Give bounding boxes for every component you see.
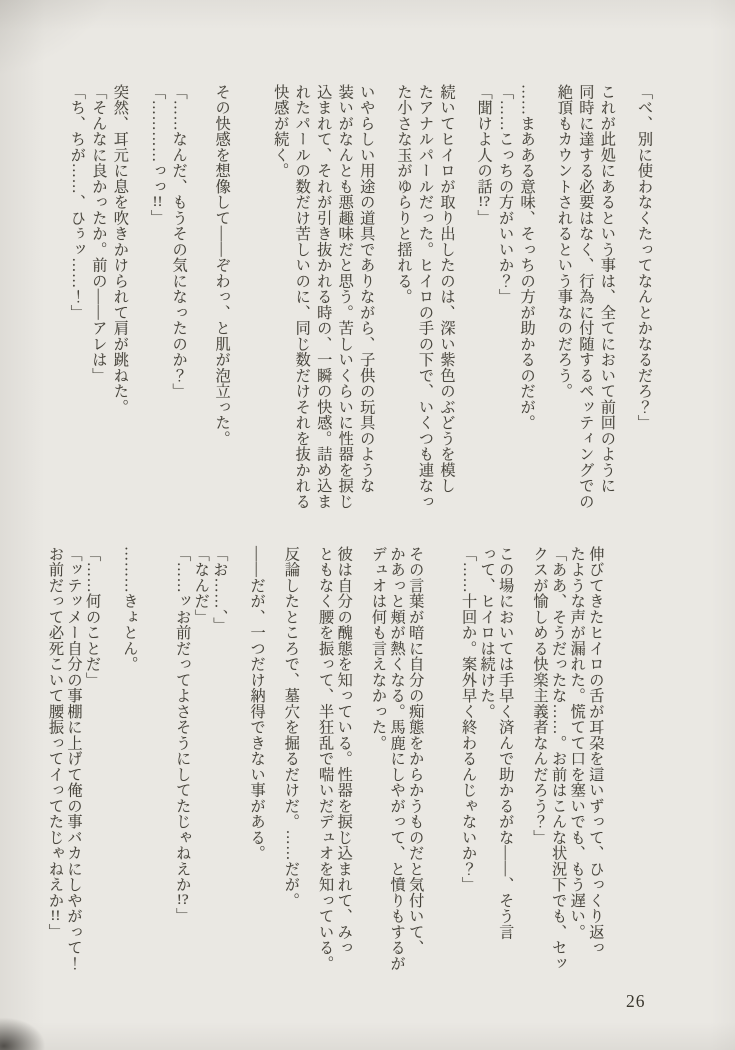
blank-line	[440, 546, 459, 994]
text-line: 反論したところで、墓穴を掘るだけだ。……だが。	[282, 546, 300, 909]
text-line: お前だって必死こいて腰振ってイってたじゃねえか!!」	[46, 546, 64, 940]
text-line: た小さな玉がゆらりと揺れる。	[395, 84, 413, 305]
text-block-top	[66, 84, 655, 516]
text-line: 「…………っっ!!」	[149, 84, 167, 226]
text-line: 続いてヒイロが取り出したのは、深い紫色のぶどうを模し	[438, 84, 456, 494]
blank-line	[228, 546, 247, 994]
text-line: れたパールの数だけ苦しいのに、同じ数だけそれを抜かれる	[293, 84, 311, 510]
text-line: クスが愉しめる快楽主義者なんだろう？」	[531, 546, 549, 846]
text-line: 「ッテッメー自分の事棚に上げて俺の事バカにしやがって！	[65, 546, 83, 972]
text-line: 絶頂もカウントされるという事なのだろう。	[555, 84, 573, 399]
text-line: いやらしい用途の道具でありながら、子供の玩具のような	[358, 84, 376, 494]
text-line: 「……こっちの方がいいか？」	[497, 84, 515, 305]
text-line: これが此処にあるという事は、全てにおいて前回のように	[598, 84, 616, 494]
text-line: たような声が漏れた。慌てて口を塞いでも、もう遅い。	[568, 546, 586, 940]
text-line: 「なんだ」	[192, 546, 210, 625]
text-line: 「……ッお前だってよさそうにしてたじゃねえか!?」	[174, 546, 192, 924]
text-line: その言葉が暗に自分の痴態をからかうものだと気付いて、	[407, 546, 425, 956]
text-line: その快感を想像して――ぞわっ、と肌が泡立った。	[213, 84, 231, 447]
text-line: って、ヒイロは続けた。	[478, 546, 496, 720]
text-line: ………きょとん。	[121, 546, 139, 672]
text-line: 込まれて、それが引き抜かれる時の、一瞬の快感。詰め込ま	[315, 84, 333, 510]
text-line: かあっと頬が熱くなる。馬鹿にしやがって、と憤りもするが	[388, 546, 406, 972]
text-line: 彼は自分の醜態を知っている。性器を捩じ込まれて、みっ	[335, 546, 353, 956]
text-line: 同時に達する必要はなく、行為に付随するペッティングでの	[577, 84, 595, 510]
text-line: 「ああ、そうだったな……。お前はこんな状況下でも、セッ	[550, 546, 568, 972]
text-line: ――だが、一つだけ納得できない事がある。	[248, 546, 266, 861]
text-line: 突然、耳元に息を吹きかけられて肩が跳ねた。	[111, 84, 129, 415]
blank-line	[190, 84, 212, 516]
text-line: 装いがなんとも悪趣味だと思う。苦しいくらいに性器を捩じ	[336, 84, 354, 510]
text-line: 「……十回か。案外早く終わるんじゃないか？」	[460, 546, 478, 893]
blank-line	[248, 84, 270, 516]
text-line: 「ち、ちが……、ひぅッ……！」	[68, 84, 86, 321]
text-line: 「べ、別に使わなくたってなんとかなるだろ？」	[636, 84, 653, 431]
page-number: 26	[626, 991, 646, 1011]
text-line: 「お……、」	[211, 546, 229, 633]
text-line: たアナルパールだった。ヒイロの手の下で、いくつも連なっ	[416, 84, 434, 510]
text-line: ……まあある意味、そっちの方が助かるのだが。	[518, 84, 536, 431]
text-line: ともなく腰を振って、半狂乱で喘いだデュオを知っている。	[317, 546, 335, 972]
text-line: デュオは何も言えなかった。	[370, 546, 387, 751]
text-line: 「聞けよ人の話!?」	[475, 84, 493, 226]
text-block-bottom	[45, 546, 620, 994]
text-line: この場においては手早く済んで助かるがな――、そう言	[497, 546, 515, 940]
text-line: 伸びてきたヒイロの舌が耳朶を這いずって、ひっくり返っ	[587, 546, 605, 956]
text-line: 「……何のことだ」	[84, 546, 102, 688]
text-line: 「そんなに良かったか。前の――アレは」	[90, 84, 108, 384]
blank-line	[101, 546, 120, 994]
text-line: 快感が続く。	[272, 84, 290, 179]
blank-line	[154, 546, 173, 994]
text-line: 「……なんだ、もうその気になったのか？」	[170, 84, 188, 399]
